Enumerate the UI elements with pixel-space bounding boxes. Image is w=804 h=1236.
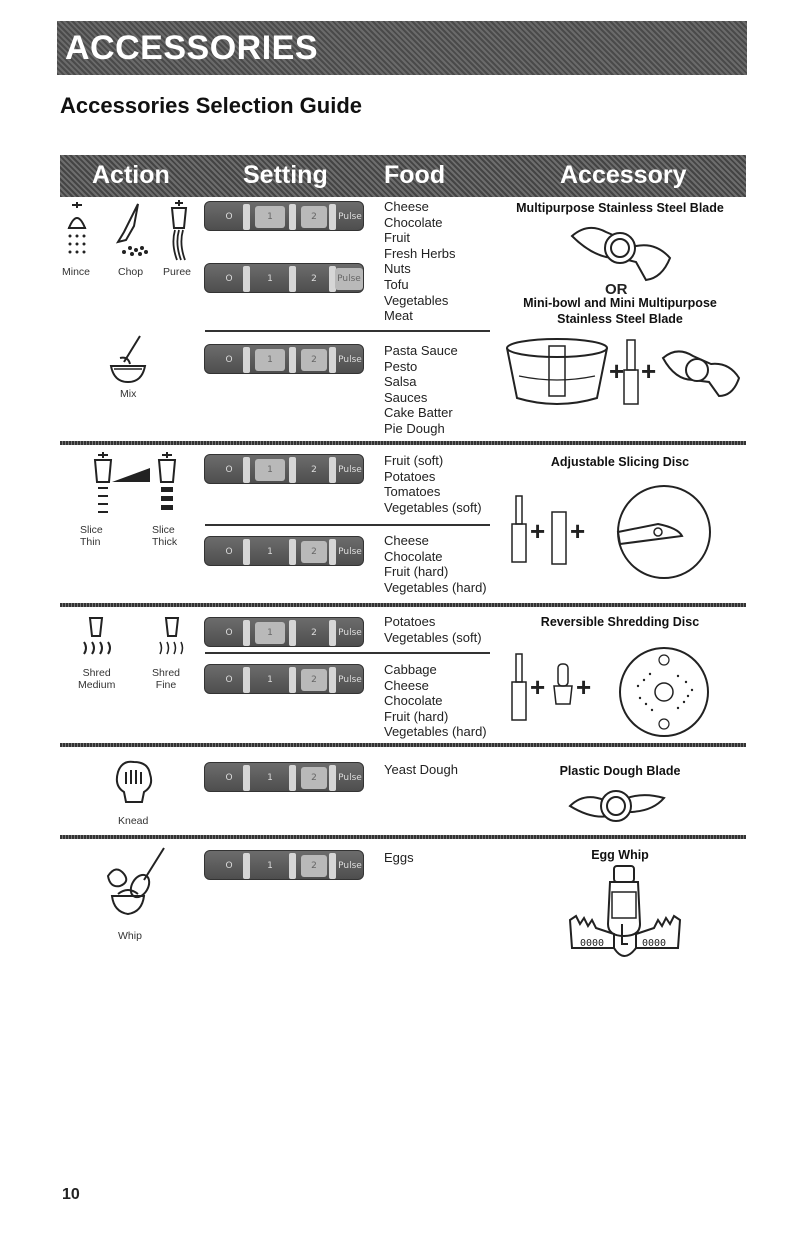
slice-thick-label: Slice Thick <box>152 524 178 548</box>
svg-text:+: + <box>576 672 592 702</box>
food-list-4: Cheese Chocolate Fruit (hard) Vegetables (hard) <box>384 533 487 595</box>
food-list-3: Fruit (soft) Potatoes Tomatoes Vegetables (soft) <box>384 453 482 515</box>
food-list-8: Eggs <box>384 850 414 865</box>
egg-whip-title: Egg Whip <box>591 848 649 862</box>
setting-panel: O 1 2 Pulse <box>204 536 364 566</box>
egg-whip-icon <box>566 864 684 976</box>
shred-medium-icon <box>78 616 114 662</box>
shredding-disc-title: Reversible Shredding Disc <box>540 615 700 629</box>
food-list-7: Yeast Dough <box>384 762 458 777</box>
page-subtitle: Accessories Selection Guide <box>60 93 363 118</box>
multipurpose-blade-title: Multipurpose Stainless Steel Blade <box>516 201 724 215</box>
mini-bowl-title-1: Mini-bowl and Mini Multipurpose <box>523 296 717 310</box>
slice-thick-icon <box>150 452 184 520</box>
page-banner <box>57 21 747 75</box>
setting-panel: O 1 2 Pulse <box>204 454 364 484</box>
dough-blade-title: Plastic Dough Blade <box>559 764 681 778</box>
row-divider <box>60 603 746 607</box>
chop-label: Chop <box>118 266 144 278</box>
header-setting: Setting <box>243 161 328 189</box>
svg-text:+: + <box>570 516 586 546</box>
header-accessory: Accessory <box>560 161 687 189</box>
banner-title: ACCESSORIES <box>65 29 318 67</box>
mini-bowl-title-2: Stainless Steel Blade <box>557 312 683 326</box>
setting-panel: O 1 2 Pulse <box>204 263 364 293</box>
svg-text:+: + <box>609 356 625 386</box>
whip-label: Whip <box>118 930 142 942</box>
shred-fine-label: Shred Fine <box>152 667 181 691</box>
food-list-2: Pasta Sauce Pesto Salsa Sauces Cake Batter Pie Dough <box>384 343 458 436</box>
mix-label: Mix <box>120 388 137 400</box>
food-list-1: Cheese Chocolate Fruit Fresh Herbs Nuts Tofu Vegetables Meat <box>384 199 456 324</box>
setting-panel: O 1 2 Pulse <box>204 344 364 374</box>
puree-label: Puree <box>163 266 192 278</box>
slicing-disc-title: Adjustable Slicing Disc <box>550 455 690 469</box>
table-header <box>60 155 746 197</box>
header-food: Food <box>384 161 446 189</box>
row-divider <box>60 441 746 445</box>
page-number: 10 <box>62 1186 80 1203</box>
shred-fine-icon <box>154 616 190 662</box>
or-label: OR <box>605 281 628 298</box>
setting-panel: O 1 2 Pulse <box>204 850 364 880</box>
header-action: Action <box>92 161 170 189</box>
svg-text:0000: 0000 <box>642 938 667 949</box>
sub-divider <box>205 652 490 654</box>
food-list-5: Potatoes Vegetables (soft) <box>384 614 482 645</box>
mini-bowl-assembly-icon <box>505 336 741 410</box>
chop-icon <box>112 202 150 258</box>
svg-text:0000: 0000 <box>580 938 605 949</box>
svg-text:+: + <box>641 356 657 386</box>
puree-icon <box>166 200 192 262</box>
setting-panel: O 1 2 Pulse <box>204 617 364 647</box>
setting-panel: O 1 2 Pulse <box>204 664 364 694</box>
whip-icon <box>104 846 168 926</box>
slice-thin-label: Slice Thin <box>80 524 103 548</box>
sub-divider <box>205 330 490 332</box>
thin-to-thick-wedge-icon <box>112 466 152 484</box>
mix-icon <box>108 334 148 386</box>
row-divider <box>60 835 746 839</box>
knead-label: Knead <box>118 815 149 827</box>
food-list-6: Cabbage Cheese Chocolate Fruit (hard) Vegetables (hard) <box>384 662 487 740</box>
slicing-disc-assembly-icon <box>508 484 714 578</box>
mince-icon <box>64 200 90 260</box>
svg-text:+: + <box>530 516 546 546</box>
shredding-disc-assembly-icon <box>508 646 714 738</box>
knead-icon <box>112 758 156 808</box>
svg-text:+: + <box>530 672 546 702</box>
row-divider <box>60 743 746 747</box>
slice-thin-icon <box>86 452 120 520</box>
multipurpose-blade-icon <box>566 218 674 282</box>
shred-medium-label: Shred Medium <box>78 667 116 691</box>
setting-panel: O 1 2 Pulse <box>204 201 364 231</box>
sub-divider <box>205 524 490 526</box>
dough-blade-icon <box>566 782 668 828</box>
mince-label: Mince <box>62 266 91 278</box>
setting-panel: O 1 2 Pulse <box>204 762 364 792</box>
